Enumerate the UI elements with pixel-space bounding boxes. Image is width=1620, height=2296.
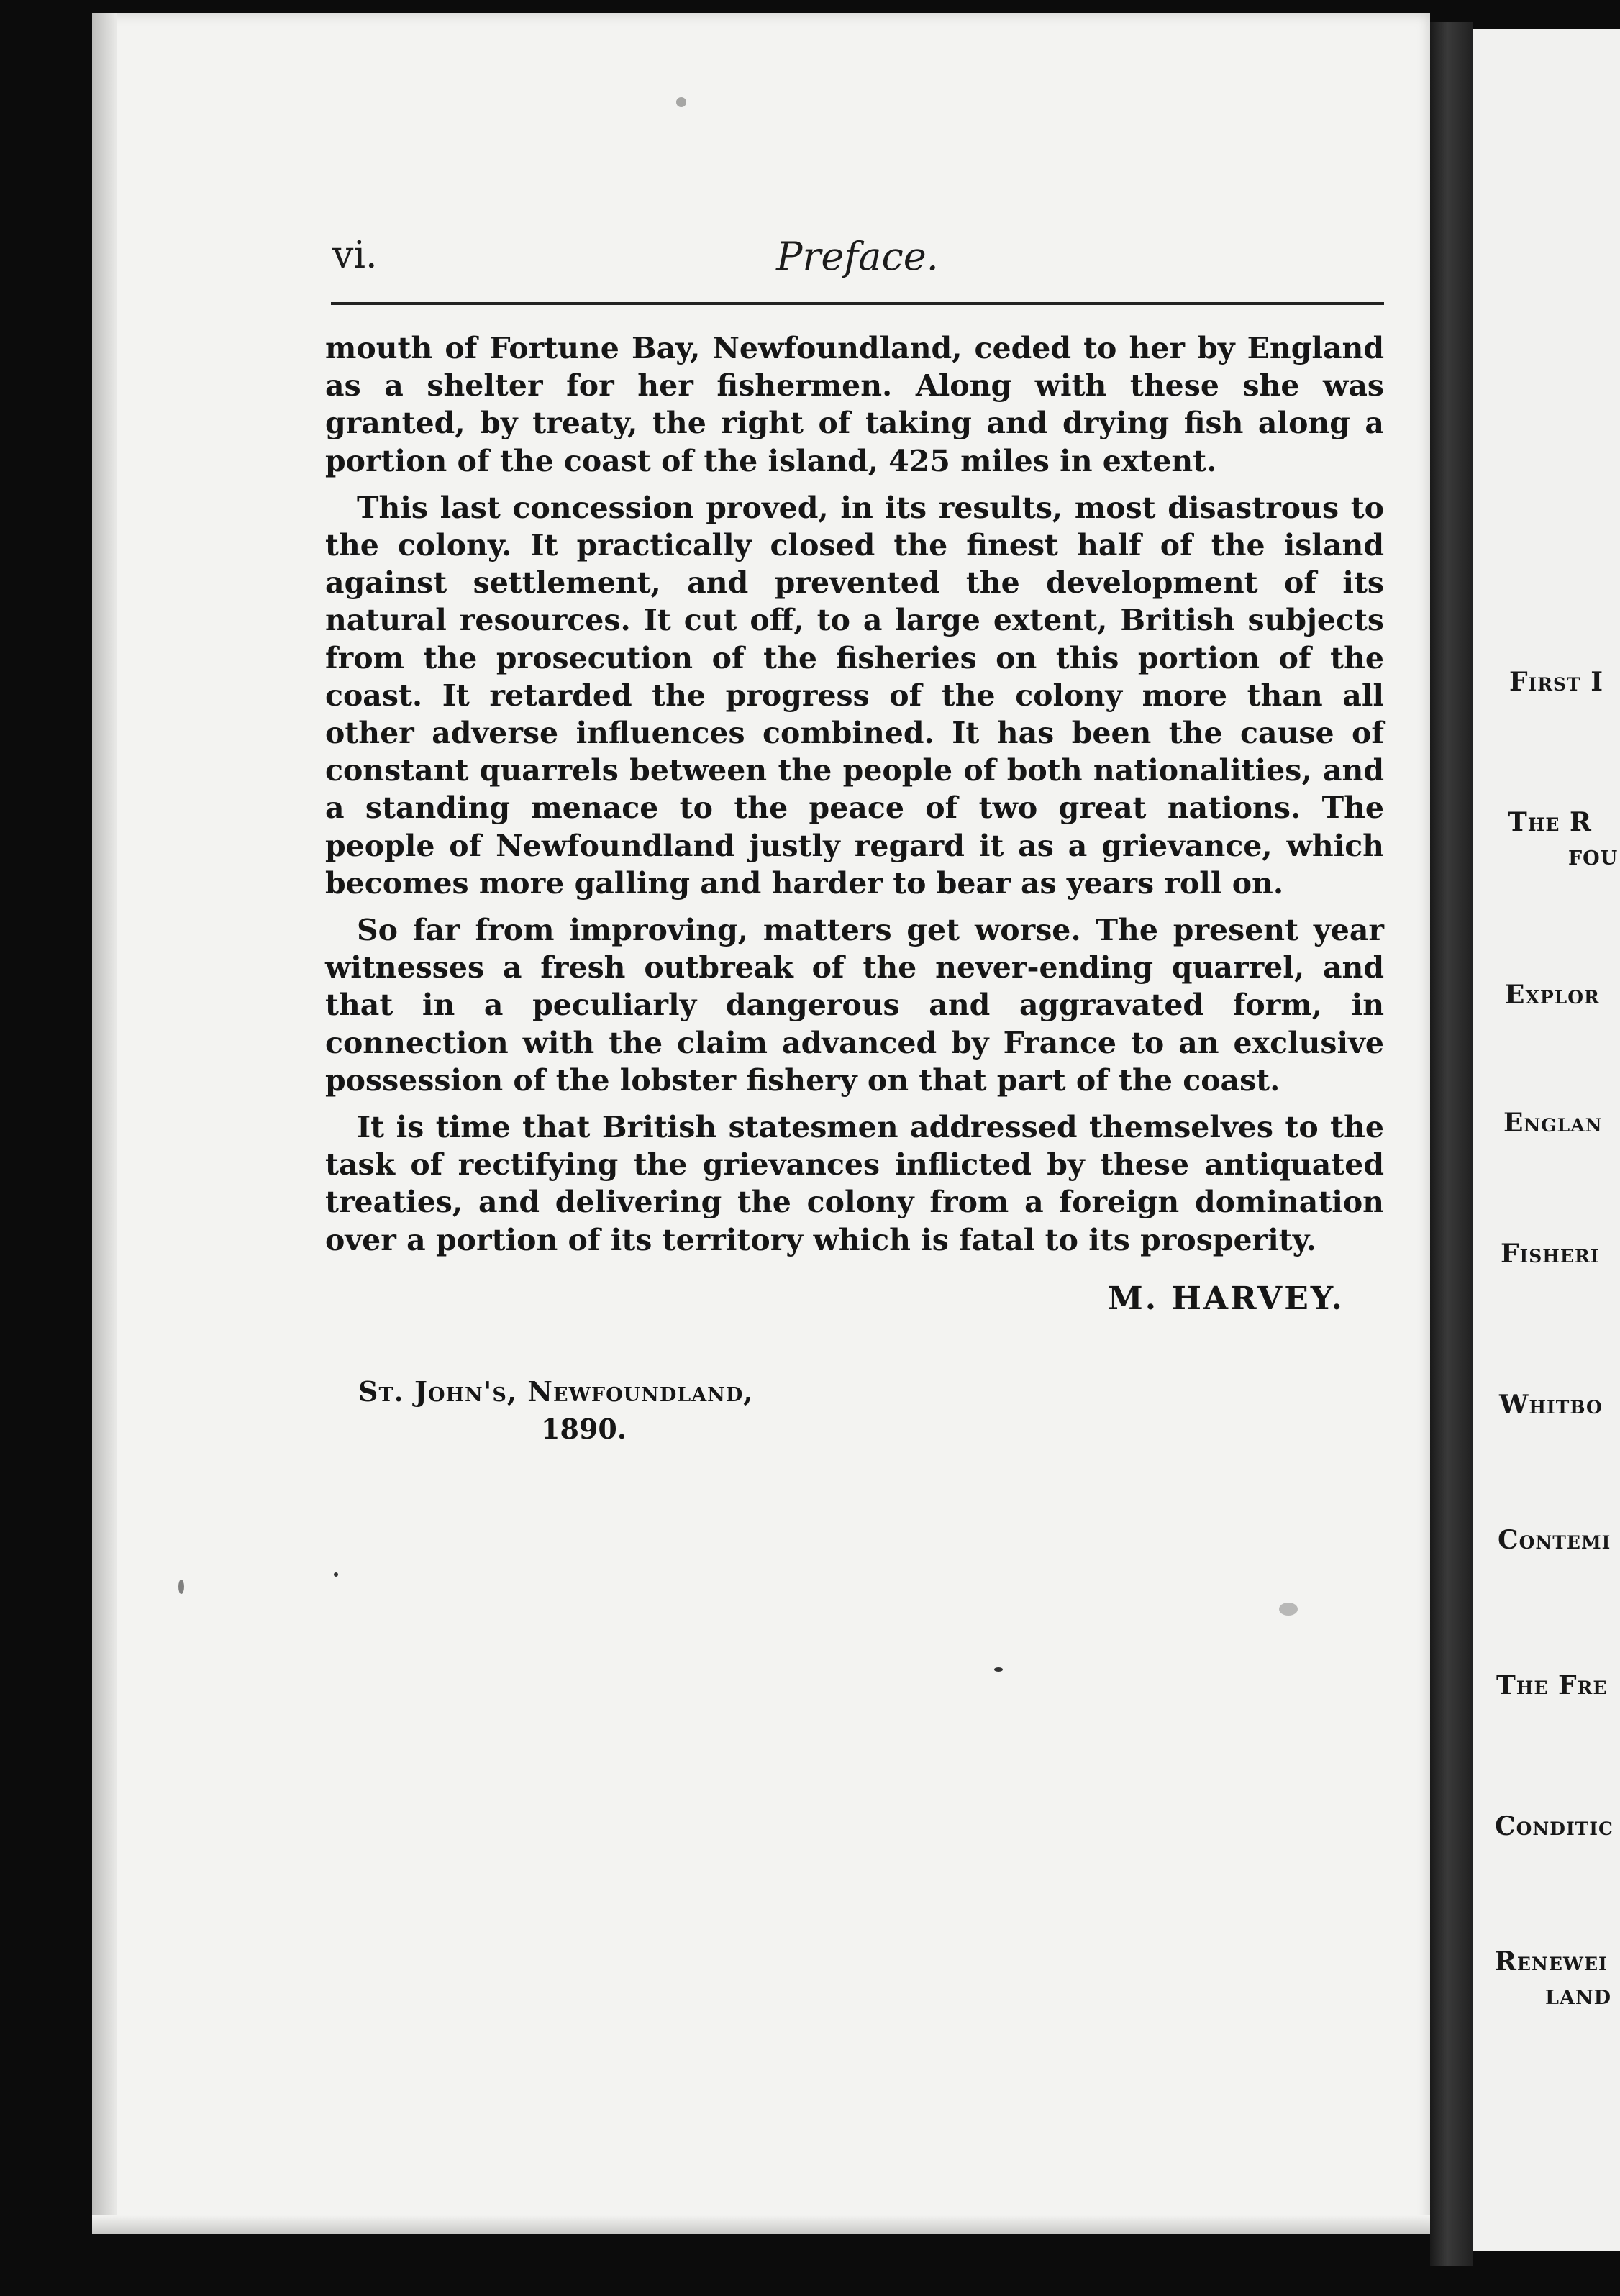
dateline-year: 1890. bbox=[541, 1413, 627, 1445]
page-title: Preface. bbox=[776, 234, 939, 279]
toc-entry: The R bbox=[1508, 807, 1592, 837]
toc-entry: Whitbo bbox=[1499, 1390, 1603, 1420]
paragraph: So far from improving, matters get worse. The present year witnesses a fresh outbreak of the never-ending quarrel, and that in a peculiarly dangerous and aggravated form, in connection with the claim advanced by France to an exclusive possession of the lobster fishery on that part of the coast. bbox=[325, 913, 1384, 1098]
paragraph: It is time that British statesmen addressed themselves to the task of rectifying the grievances inflicted by these antiquated treaties, and delivering the colony from a foreign domination over a portion of its territory which is fatal to its prosperity. bbox=[325, 1110, 1384, 1257]
scan-speck bbox=[994, 1667, 1003, 1672]
toc-entry: FOU bbox=[1568, 847, 1619, 870]
toc-entry: First I bbox=[1509, 667, 1604, 697]
book-spine bbox=[1430, 22, 1473, 2266]
toc-entry: Renewei bbox=[1495, 1946, 1608, 1977]
page-number: vi. bbox=[332, 234, 378, 277]
toc-entry: Conditic bbox=[1495, 1811, 1614, 1841]
preface-body bbox=[325, 329, 1384, 1268]
paragraph: This last concession proved, in its results, most disastrous to the colony. It practically closed the finest half of the island against settlement, and prevented the development of its natural resources. It cut off, to a large extent, British subjects from the prosecution of the fisheries on this portion of the coast. It retarded the progress of the colony more than all other adverse influences combined. It has been the cause of constant quarrels between the people of both nationalities, and a standing menace to the peace of two great nations. The people of Newfoundland justly regard it as a grievance, which becomes more galling and harder to bear as years roll on. bbox=[325, 490, 1384, 901]
toc-entry: The Fre bbox=[1496, 1670, 1608, 1700]
scan-speck bbox=[334, 1572, 338, 1577]
facing-page bbox=[1473, 29, 1620, 2251]
running-header bbox=[332, 234, 1383, 284]
dateline-place: St. John's, Newfoundland, bbox=[358, 1375, 754, 1408]
page-bottom-shadow bbox=[92, 2215, 1430, 2234]
paragraph: mouth of Fortune Bay, Newfoundland, ceded to her by England as a shelter for her fishermen. Along with these she was granted, by treaty, the right of taking and drying fish along a portion of the coast of the island, 425 miles in extent. bbox=[325, 331, 1384, 478]
toc-entry: LAND bbox=[1545, 1987, 1612, 2009]
toc-entry: Fisheri bbox=[1501, 1239, 1600, 1269]
page-edge-shadow bbox=[92, 13, 117, 2234]
scan-speck bbox=[178, 1580, 184, 1594]
toc-entry: Explor bbox=[1505, 980, 1600, 1010]
scan-speck bbox=[676, 97, 686, 107]
author-signature: M. HARVEY. bbox=[1108, 1280, 1344, 1317]
header-rule bbox=[331, 302, 1384, 305]
scan-speck bbox=[1279, 1603, 1298, 1616]
toc-entry: Contemi bbox=[1498, 1525, 1611, 1555]
toc-entry: Englan bbox=[1503, 1108, 1603, 1138]
